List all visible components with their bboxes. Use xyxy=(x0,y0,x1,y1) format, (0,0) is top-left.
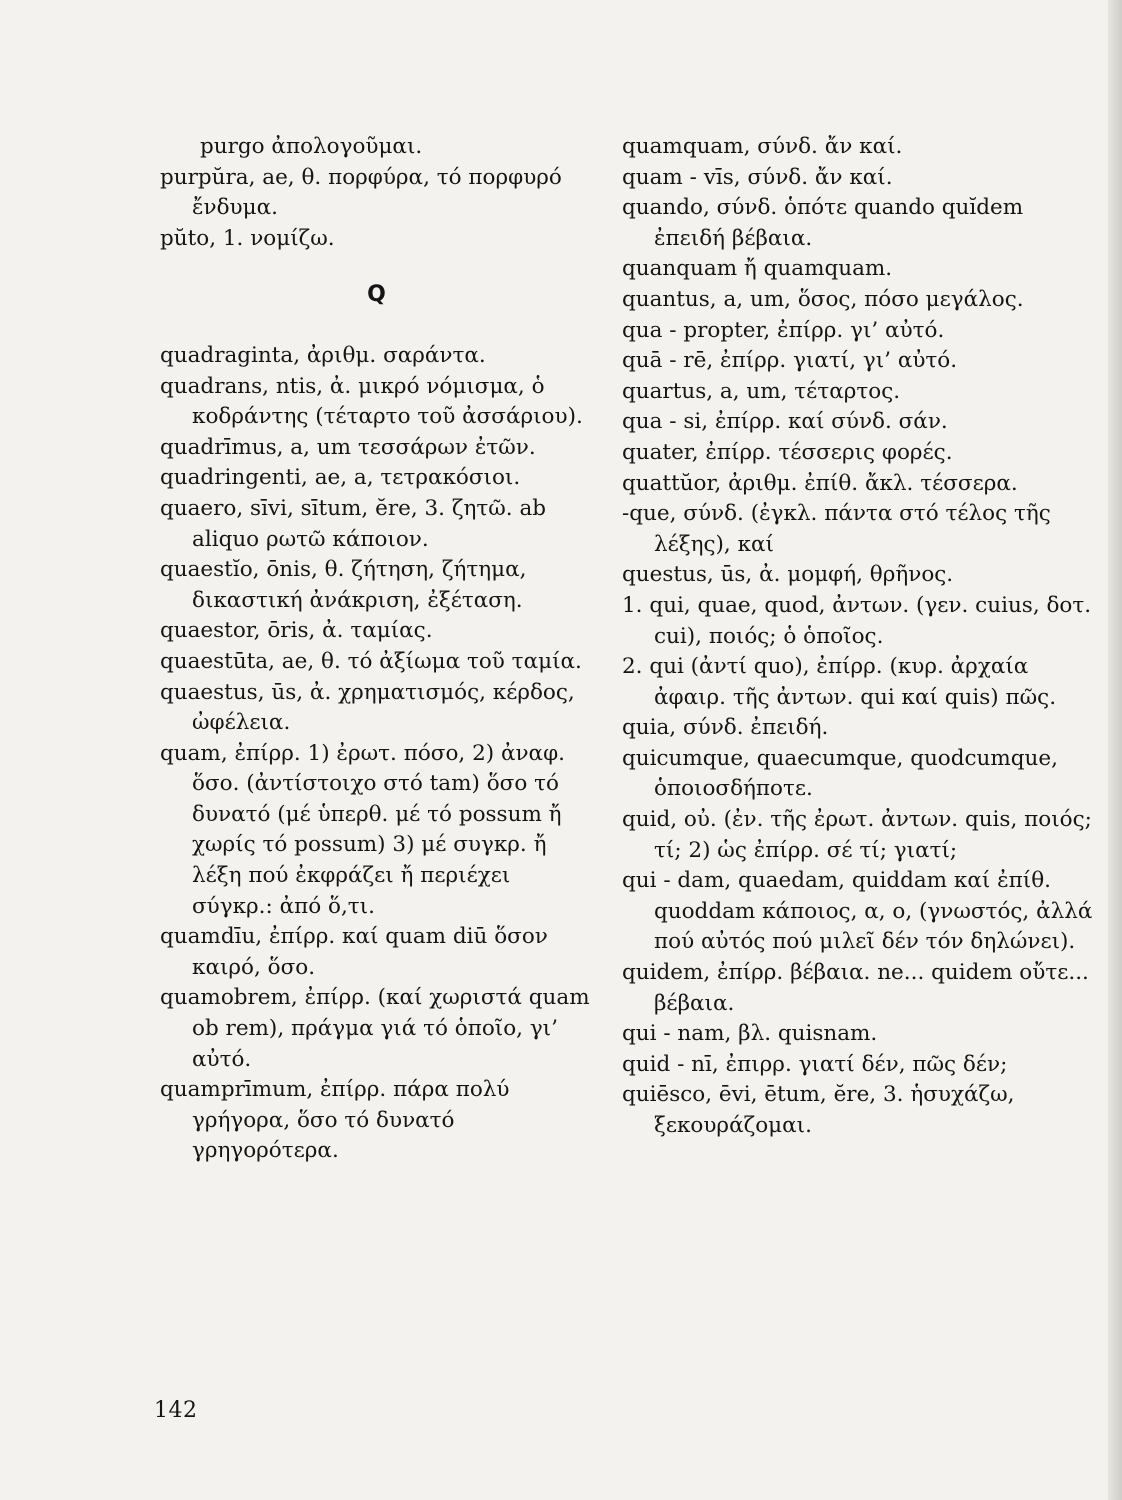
section-letter-heading: Q xyxy=(367,282,386,308)
left-column xyxy=(160,132,593,1167)
dictionary-entry: 2. qui (ἀντί quo), ἐπίρρ. (κυρ. ἀρχαία ἀφαιρ. τῆς ἀντων. qui καί quis) πῶς. xyxy=(622,654,1057,710)
right-column xyxy=(622,132,1100,1142)
dictionary-entry: quaestor, ōris, ἀ. ταμίας. xyxy=(160,618,433,644)
dictionary-entry: qua - propter, ἐπίρρ. γι’ αὐτό. xyxy=(622,317,945,343)
dictionary-entry: pŭto, 1. νομίζω. xyxy=(160,225,335,251)
dictionary-entry: qua - si, ἐπίρρ. καί σύνδ. σάν. xyxy=(622,409,948,435)
dictionary-entry: purgo ἀπολογοῦμαι. xyxy=(200,134,423,159)
dictionary-entry: quadrans, ntis, ἀ. μικρό νόμισμα, ὁ κοδράντης (τέταρτο τοῦ ἀσσάριου). xyxy=(160,373,583,430)
dictionary-entry: quamquam, σύνδ. ἄν καί. xyxy=(622,134,903,159)
dictionary-entry: quidem, ἐπίρρ. βέβαια. ne... quidem οὔτε... βέβαια. xyxy=(622,960,1089,1016)
dictionary-entry: quamobrem, ἐπίρρ. (καί χωριστά quam ob rem), πράγμα γιά τό ὁποῖο, γι’ αὐτό. xyxy=(160,985,590,1072)
dictionary-entry: quadrīmus, a, um τεσσάρων ἐτῶν. xyxy=(160,434,536,460)
dictionary-entry: quam, ἐπίρρ. 1) ἐρωτ. πόσο, 2) ἀναφ. ὅσο. (ἀντίστοιχο στό tam) ὅσο τό δυνατό (μέ ὑπερθ. μέ τό possum ἤ χωρίς τό possum) 3) μέ συγκρ. ἤ λέξη πού ἐκφράζει ἤ περιέχει σύγκρ.: ἀπό ὅ,τι. xyxy=(160,740,565,919)
page-edge xyxy=(1108,0,1122,1500)
dictionary-entry: quid - nī, ἐπιρρ. γιατί δέν, πῶς δέν; xyxy=(622,1051,1008,1077)
dictionary-entry: quartus, a, um, τέταρτος. xyxy=(622,378,901,404)
dictionary-entry: questus, ūs, ἀ. μομφή, θρῆνος. xyxy=(622,562,954,588)
dictionary-entry: quamdīu, ἐπίρρ. καί quam diū ὅσον καιρό, ὅσο. xyxy=(160,924,548,980)
dictionary-entry: qui - dam, quaedam, quiddam καί ἐπίθ. quoddam κάποιος, α, ο, (γνωστός, ἀλλά πού αὐτός πού μιλεῖ δέν τόν δηλώνει). xyxy=(622,868,1093,955)
dictionary-entry: quā - rē, ἐπίρρ. γιατί, γι’ αὐτό. xyxy=(622,348,958,374)
dictionary-entry: quiēsco, ēvi, ētum, ĕre, 3. ἡσυχάζω, ξεκουράζομαι. xyxy=(622,1082,1015,1138)
dictionary-entry: quando, σύνδ. ὁπότε quando quĭdem ἐπειδή βέβαια. xyxy=(622,195,1024,251)
dictionary-entry: qui - nam, βλ. quisnam. xyxy=(622,1021,878,1047)
dictionary-entry: quaestūta, ae, θ. τό ἀξίωμα τοῦ ταμία. xyxy=(160,648,582,674)
dictionary-entry: quadraginta, ἀριθμ. σαράντα. xyxy=(160,342,486,368)
dictionary-entry: quia, σύνδ. ἐπειδή. xyxy=(622,715,829,741)
dictionary-entry: quaero, sīvi, sītum, ĕre, 3. ζητῶ. ab aliquo ρωτῶ κάποιον. xyxy=(160,495,547,552)
dictionary-entry: 1. qui, quae, quod, ἀντων. (γεν. cuius, δοτ. cui), ποιός; ὁ ὁποῖος. xyxy=(622,592,1092,649)
dictionary-entry: purpŭra, ae, θ. πορφύρα, τό πορφυρό ἔνδυμα. xyxy=(160,164,562,221)
dictionary-entry: quid, οὐ. (ἐν. τῆς ἐρωτ. ἀντων. quis, ποιός; τί; 2) ὡς ἐπίρρ. σέ τί; γιατί; xyxy=(622,807,1092,863)
dictionary-entry: quaestĭo, ōnis, θ. ζήτηση, ζήτημα, δικαστική ἀνάκριση, ἐξέταση. xyxy=(160,557,527,613)
dictionary-entry: quicumque, quaecumque, quodcumque, ὁποιοσδήποτε. xyxy=(622,745,1058,802)
dictionary-entry: quater, ἐπίρρ. τέσσερις φορές. xyxy=(622,439,953,465)
dictionary-entry: quadringenti, ae, a, τετρακόσιοι. xyxy=(160,465,521,491)
page-number: 142 xyxy=(154,1398,198,1423)
dictionary-entry: quaestus, ūs, ἀ. χρηματισμός, κέρδος, ὠφέλεια. xyxy=(160,679,575,736)
dictionary-entry: quam - vīs, σύνδ. ἄν καί. xyxy=(622,164,893,190)
dictionary-entry: quamprīmum, ἐπίρρ. πάρα πολύ γρήγορα, ὅσο τό δυνατό γρηγορότερα. xyxy=(160,1077,510,1164)
dictionary-entry: -que, σύνδ. (ἐγκλ. πάντα στό τέλος τῆς λέξης), καί xyxy=(622,501,1051,557)
dictionary-entry: quanquam ἤ quamquam. xyxy=(622,256,893,282)
dictionary-entry: quattŭor, ἀριθμ. ἐπίθ. ἄκλ. τέσσερα. xyxy=(622,470,1018,496)
dictionary-entry: quantus, a, um, ὅσος, πόσο μεγάλος. xyxy=(622,286,1024,312)
